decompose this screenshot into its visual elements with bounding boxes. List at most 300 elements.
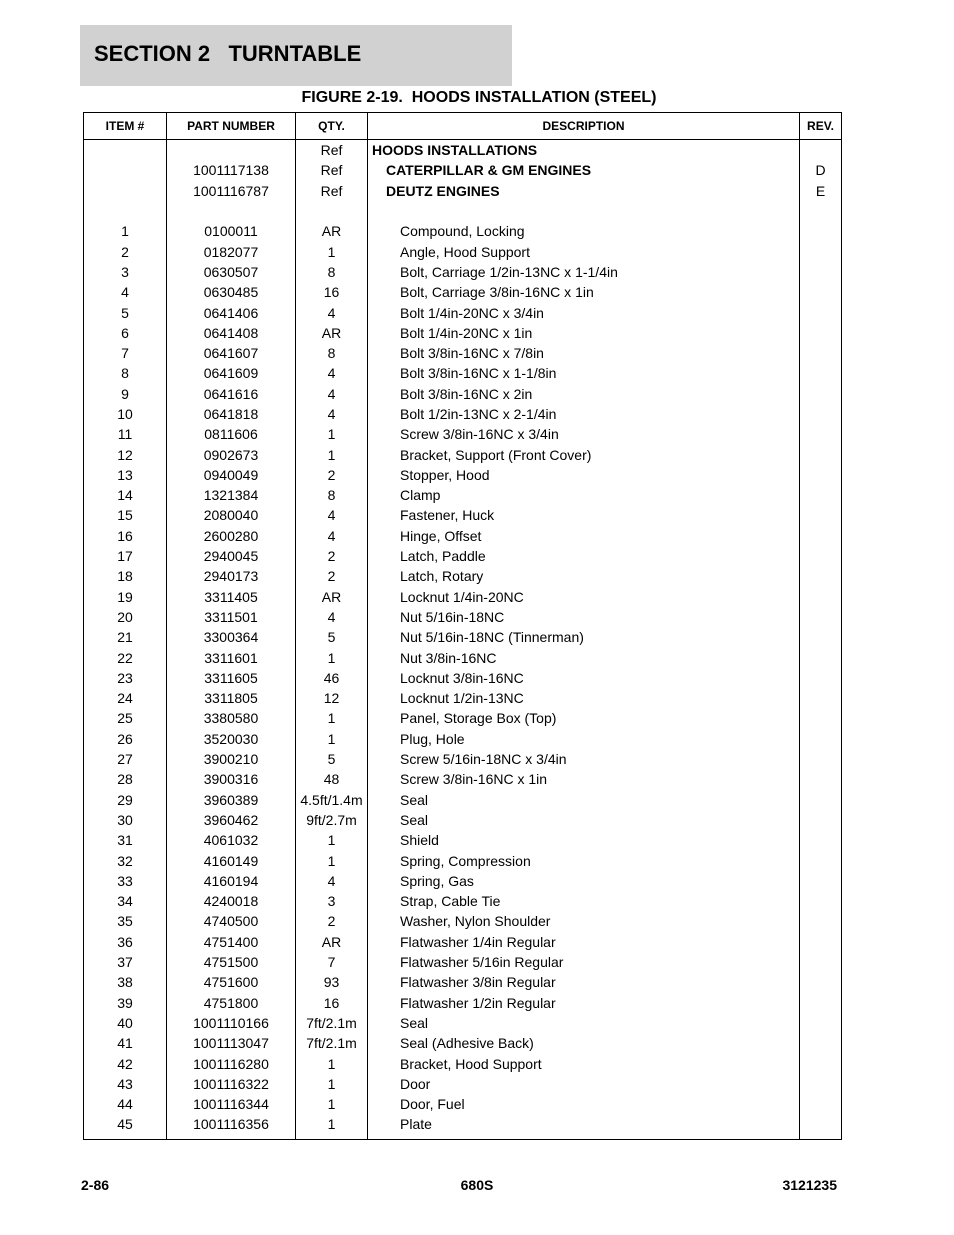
item-number-cell: 20 xyxy=(84,607,167,627)
description-cell: Spring, Gas xyxy=(368,871,800,891)
table-row xyxy=(84,668,842,688)
revision-cell xyxy=(800,1114,842,1134)
quantity-cell: 4 xyxy=(296,384,368,404)
table-bottom-spacer xyxy=(84,1135,842,1140)
item-number-cell: 28 xyxy=(84,769,167,789)
table-row xyxy=(84,1033,842,1053)
column-header-item: ITEM # xyxy=(84,113,167,140)
quantity-cell: Ref xyxy=(296,181,368,201)
quantity-cell: 8 xyxy=(296,485,368,505)
revision-cell xyxy=(800,140,842,161)
revision-cell xyxy=(800,871,842,891)
quantity-cell: 4 xyxy=(296,871,368,891)
description-cell: Plug, Hole xyxy=(368,729,800,749)
quantity-cell: AR xyxy=(296,221,368,241)
table-row xyxy=(84,627,842,647)
description-cell: Flatwasher 3/8in Regular xyxy=(368,972,800,992)
part-number-cell: 0811606 xyxy=(167,424,296,444)
part-number-cell: 0641818 xyxy=(167,404,296,424)
quantity-cell: 12 xyxy=(296,688,368,708)
footer-doc-number: 3121235 xyxy=(782,1177,837,1193)
description-cell: Washer, Nylon Shoulder xyxy=(368,911,800,931)
revision-cell xyxy=(800,546,842,566)
table-row xyxy=(84,729,842,749)
quantity-cell: 93 xyxy=(296,972,368,992)
description-cell: Bolt 3/8in-16NC x 1-1/8in xyxy=(368,363,800,383)
description-cell: Bolt 3/8in-16NC x 7/8in xyxy=(368,343,800,363)
part-number-cell: 3311605 xyxy=(167,668,296,688)
part-number-cell: 1001116322 xyxy=(167,1074,296,1094)
revision-cell xyxy=(800,972,842,992)
part-number-cell: 4240018 xyxy=(167,891,296,911)
column-header-qty: QTY. xyxy=(296,113,368,140)
description-cell: Stopper, Hood xyxy=(368,465,800,485)
item-number-cell: 33 xyxy=(84,871,167,891)
part-number-cell: 3520030 xyxy=(167,729,296,749)
description-cell: Nut 3/8in-16NC xyxy=(368,647,800,667)
table-row xyxy=(84,1074,842,1094)
item-number-cell: 34 xyxy=(84,891,167,911)
quantity-cell: 7 xyxy=(296,952,368,972)
table-row xyxy=(84,424,842,444)
table-row xyxy=(84,546,842,566)
revision-cell xyxy=(800,952,842,972)
revision-cell xyxy=(800,587,842,607)
table-row xyxy=(84,262,842,282)
table-row xyxy=(84,505,842,525)
revision-cell xyxy=(800,1074,842,1094)
description-cell: Hinge, Offset xyxy=(368,526,800,546)
table-row xyxy=(84,1114,842,1134)
part-number-cell: 4751600 xyxy=(167,972,296,992)
quantity-cell: 2 xyxy=(296,566,368,586)
quantity-cell: 1 xyxy=(296,647,368,667)
quantity-cell: 5 xyxy=(296,627,368,647)
item-number-cell: 8 xyxy=(84,363,167,383)
description-cell: Seal xyxy=(368,790,800,810)
table-row xyxy=(84,241,842,261)
item-number-cell: 40 xyxy=(84,1013,167,1033)
quantity-cell: 1 xyxy=(296,1053,368,1073)
revision-cell xyxy=(800,708,842,728)
item-number-cell: 27 xyxy=(84,749,167,769)
item-number-cell: 13 xyxy=(84,465,167,485)
revision-cell xyxy=(800,830,842,850)
table-row xyxy=(84,749,842,769)
description-cell: Locknut 1/4in-20NC xyxy=(368,587,800,607)
revision-cell xyxy=(800,262,842,282)
part-number-cell: 0630485 xyxy=(167,282,296,302)
table-row xyxy=(84,992,842,1012)
part-number-cell: 4061032 xyxy=(167,830,296,850)
quantity-cell: 1 xyxy=(296,830,368,850)
part-number-cell xyxy=(167,201,296,221)
table-row xyxy=(84,1094,842,1114)
table-row xyxy=(84,647,842,667)
description-cell: Bracket, Support (Front Cover) xyxy=(368,444,800,464)
part-number-cell: 3300364 xyxy=(167,627,296,647)
part-number-cell: 4160149 xyxy=(167,850,296,870)
table-row xyxy=(84,485,842,505)
table-row xyxy=(84,404,842,424)
quantity-cell: 4 xyxy=(296,302,368,322)
item-number-cell: 7 xyxy=(84,343,167,363)
item-number-cell: 21 xyxy=(84,627,167,647)
item-number-cell: 22 xyxy=(84,647,167,667)
revision-cell xyxy=(800,343,842,363)
quantity-cell: 9ft/2.7m xyxy=(296,810,368,830)
part-number-cell: 3311501 xyxy=(167,607,296,627)
description-cell: CATERPILLAR & GM ENGINES xyxy=(368,160,800,180)
part-number-cell: 1001116356 xyxy=(167,1114,296,1134)
description-cell: Bolt 1/4in-20NC x 1in xyxy=(368,323,800,343)
revision-cell xyxy=(800,1094,842,1114)
item-number-cell: 44 xyxy=(84,1094,167,1114)
table-row xyxy=(84,181,842,201)
revision-cell: E xyxy=(800,181,842,201)
revision-cell xyxy=(800,505,842,525)
description-cell: Latch, Paddle xyxy=(368,546,800,566)
item-number-cell: 2 xyxy=(84,241,167,261)
quantity-cell: 1 xyxy=(296,850,368,870)
quantity-cell: 8 xyxy=(296,343,368,363)
part-number-cell: 1321384 xyxy=(167,485,296,505)
part-number-cell: 3380580 xyxy=(167,708,296,728)
item-number-cell: 37 xyxy=(84,952,167,972)
quantity-cell: 1 xyxy=(296,444,368,464)
spacer-cell xyxy=(167,1135,296,1140)
table-row xyxy=(84,343,842,363)
description-cell: Clamp xyxy=(368,485,800,505)
quantity-cell: 1 xyxy=(296,1114,368,1134)
item-number-cell: 43 xyxy=(84,1074,167,1094)
description-cell: Seal xyxy=(368,1013,800,1033)
part-number-cell: 0902673 xyxy=(167,444,296,464)
column-header-description: DESCRIPTION xyxy=(368,113,800,140)
table-row xyxy=(84,891,842,911)
item-number-cell: 11 xyxy=(84,424,167,444)
item-number-cell: 39 xyxy=(84,992,167,1012)
item-number-cell: 25 xyxy=(84,708,167,728)
description-cell: Locknut 1/2in-13NC xyxy=(368,688,800,708)
table-row xyxy=(84,587,842,607)
table-row xyxy=(84,323,842,343)
revision-cell xyxy=(800,201,842,221)
revision-cell xyxy=(800,424,842,444)
item-number-cell: 12 xyxy=(84,444,167,464)
description-cell: Panel, Storage Box (Top) xyxy=(368,708,800,728)
quantity-cell: 3 xyxy=(296,891,368,911)
part-number-cell: 1001113047 xyxy=(167,1033,296,1053)
item-number-cell: 42 xyxy=(84,1053,167,1073)
quantity-cell: 1 xyxy=(296,729,368,749)
revision-cell xyxy=(800,749,842,769)
part-number-cell: 0182077 xyxy=(167,241,296,261)
revision-cell xyxy=(800,444,842,464)
part-number-cell: 4751400 xyxy=(167,932,296,952)
revision-cell xyxy=(800,992,842,1012)
part-number-cell: 0641607 xyxy=(167,343,296,363)
item-number-cell xyxy=(84,181,167,201)
description-cell: Bracket, Hood Support xyxy=(368,1053,800,1073)
revision-cell xyxy=(800,1033,842,1053)
description-cell: Strap, Cable Tie xyxy=(368,891,800,911)
revision-cell xyxy=(800,668,842,688)
description-cell: Locknut 3/8in-16NC xyxy=(368,668,800,688)
part-number-cell: 3960462 xyxy=(167,810,296,830)
description-cell: Seal (Adhesive Back) xyxy=(368,1033,800,1053)
quantity-cell: 4 xyxy=(296,607,368,627)
table-row xyxy=(84,201,842,221)
item-number-cell: 1 xyxy=(84,221,167,241)
revision-cell xyxy=(800,932,842,952)
item-number-cell: 41 xyxy=(84,1033,167,1053)
description-cell: Latch, Rotary xyxy=(368,566,800,586)
column-header-rev: REV. xyxy=(800,113,842,140)
quantity-cell: AR xyxy=(296,587,368,607)
quantity-cell: 1 xyxy=(296,1074,368,1094)
quantity-cell xyxy=(296,201,368,221)
description-cell: Flatwasher 5/16in Regular xyxy=(368,952,800,972)
part-number-cell: 4751500 xyxy=(167,952,296,972)
table-row xyxy=(84,972,842,992)
table-row xyxy=(84,769,842,789)
part-number-cell: 1001110166 xyxy=(167,1013,296,1033)
description-cell: Plate xyxy=(368,1114,800,1134)
description-cell: Flatwasher 1/4in Regular xyxy=(368,932,800,952)
revision-cell xyxy=(800,302,842,322)
table-row xyxy=(84,1013,842,1033)
description-cell: Shield xyxy=(368,830,800,850)
revision-cell xyxy=(800,607,842,627)
part-number-cell: 4160194 xyxy=(167,871,296,891)
item-number-cell: 38 xyxy=(84,972,167,992)
revision-cell xyxy=(800,566,842,586)
table-row xyxy=(84,566,842,586)
column-header-part-number: PART NUMBER xyxy=(167,113,296,140)
part-number-cell: 3311601 xyxy=(167,647,296,667)
table-row xyxy=(84,830,842,850)
part-number-cell: 0641408 xyxy=(167,323,296,343)
table-row xyxy=(84,465,842,485)
revision-cell xyxy=(800,627,842,647)
item-number-cell: 45 xyxy=(84,1114,167,1134)
description-cell: Screw 3/8in-16NC x 1in xyxy=(368,769,800,789)
revision-cell xyxy=(800,911,842,931)
part-number-cell: 2940045 xyxy=(167,546,296,566)
parts-table xyxy=(83,112,842,1140)
table-row xyxy=(84,932,842,952)
quantity-cell: AR xyxy=(296,323,368,343)
quantity-cell: 7ft/2.1m xyxy=(296,1013,368,1033)
quantity-cell: 46 xyxy=(296,668,368,688)
quantity-cell: 1 xyxy=(296,708,368,728)
table-row xyxy=(84,160,842,180)
item-number-cell xyxy=(84,201,167,221)
item-number-cell: 18 xyxy=(84,566,167,586)
part-number-cell: 0641616 xyxy=(167,384,296,404)
revision-cell xyxy=(800,647,842,667)
part-number-cell: 1001116344 xyxy=(167,1094,296,1114)
part-number-cell: 0630507 xyxy=(167,262,296,282)
part-number-cell: 1001116280 xyxy=(167,1053,296,1073)
revision-cell xyxy=(800,891,842,911)
quantity-cell: 16 xyxy=(296,282,368,302)
revision-cell xyxy=(800,384,842,404)
quantity-cell: Ref xyxy=(296,160,368,180)
quantity-cell: 1 xyxy=(296,424,368,444)
revision-cell xyxy=(800,363,842,383)
item-number-cell: 6 xyxy=(84,323,167,343)
revision-cell xyxy=(800,465,842,485)
description-cell: Nut 5/16in-18NC xyxy=(368,607,800,627)
quantity-cell: 8 xyxy=(296,262,368,282)
table-row xyxy=(84,688,842,708)
quantity-cell: 2 xyxy=(296,465,368,485)
table-row xyxy=(84,444,842,464)
quantity-cell: 2 xyxy=(296,546,368,566)
item-number-cell: 5 xyxy=(84,302,167,322)
quantity-cell: 4 xyxy=(296,404,368,424)
item-number-cell: 10 xyxy=(84,404,167,424)
quantity-cell: 4 xyxy=(296,526,368,546)
table-row xyxy=(84,1053,842,1073)
item-number-cell xyxy=(84,140,167,161)
item-number-cell: 17 xyxy=(84,546,167,566)
part-number-cell: 0940049 xyxy=(167,465,296,485)
spacer-cell xyxy=(84,1135,167,1140)
part-number-cell: 0641609 xyxy=(167,363,296,383)
description-cell: Door, Fuel xyxy=(368,1094,800,1114)
description-cell: Nut 5/16in-18NC (Tinnerman) xyxy=(368,627,800,647)
item-number-cell: 29 xyxy=(84,790,167,810)
revision-cell xyxy=(800,404,842,424)
revision-cell xyxy=(800,688,842,708)
item-number-cell: 14 xyxy=(84,485,167,505)
part-number-cell: 3900210 xyxy=(167,749,296,769)
description-cell: Fastener, Huck xyxy=(368,505,800,525)
item-number-cell: 15 xyxy=(84,505,167,525)
description-cell: Bolt, Carriage 3/8in-16NC x 1in xyxy=(368,282,800,302)
item-number-cell xyxy=(84,160,167,180)
table-row xyxy=(84,911,842,931)
section-title: SECTION 2 TURNTABLE xyxy=(94,41,362,66)
part-number-cell: 0641406 xyxy=(167,302,296,322)
revision-cell xyxy=(800,790,842,810)
description-cell: Door xyxy=(368,1074,800,1094)
part-number-cell: 3311805 xyxy=(167,688,296,708)
part-number-cell xyxy=(167,140,296,161)
table-row xyxy=(84,952,842,972)
item-number-cell: 23 xyxy=(84,668,167,688)
parts-table-body xyxy=(84,140,842,1140)
table-row xyxy=(84,526,842,546)
item-number-cell: 9 xyxy=(84,384,167,404)
revision-cell xyxy=(800,241,842,261)
description-cell: Screw 3/8in-16NC x 3/4in xyxy=(368,424,800,444)
table-row xyxy=(84,282,842,302)
description-cell: Spring, Compression xyxy=(368,850,800,870)
quantity-cell: 1 xyxy=(296,241,368,261)
part-number-cell: 3311405 xyxy=(167,587,296,607)
table-row xyxy=(84,810,842,830)
item-number-cell: 3 xyxy=(84,262,167,282)
part-number-cell: 3900316 xyxy=(167,769,296,789)
quantity-cell: 48 xyxy=(296,769,368,789)
quantity-cell: 4 xyxy=(296,505,368,525)
table-row xyxy=(84,871,842,891)
footer-model: 680S xyxy=(460,1177,494,1193)
quantity-cell: AR xyxy=(296,932,368,952)
description-cell: Bolt 3/8in-16NC x 2in xyxy=(368,384,800,404)
description-cell: Screw 5/16in-18NC x 3/4in xyxy=(368,749,800,769)
part-number-cell: 4740500 xyxy=(167,911,296,931)
part-number-cell: 2080040 xyxy=(167,505,296,525)
description-cell: Bolt, Carriage 1/2in-13NC x 1-1/4in xyxy=(368,262,800,282)
table-row xyxy=(84,384,842,404)
description-cell: Compound, Locking xyxy=(368,221,800,241)
description-cell: DEUTZ ENGINES xyxy=(368,181,800,201)
quantity-cell: 5 xyxy=(296,749,368,769)
item-number-cell: 16 xyxy=(84,526,167,546)
part-number-cell: 0100011 xyxy=(167,221,296,241)
part-number-cell: 4751800 xyxy=(167,992,296,1012)
quantity-cell: 4 xyxy=(296,363,368,383)
footer-page-number: 2-86 xyxy=(81,1177,110,1193)
item-number-cell: 26 xyxy=(84,729,167,749)
revision-cell xyxy=(800,1053,842,1073)
section-header xyxy=(80,25,512,86)
revision-cell xyxy=(800,282,842,302)
quantity-cell: 7ft/2.1m xyxy=(296,1033,368,1053)
item-number-cell: 30 xyxy=(84,810,167,830)
revision-cell xyxy=(800,769,842,789)
description-cell: Angle, Hood Support xyxy=(368,241,800,261)
item-number-cell: 31 xyxy=(84,830,167,850)
part-number-cell: 2940173 xyxy=(167,566,296,586)
table-row xyxy=(84,607,842,627)
quantity-cell: 16 xyxy=(296,992,368,1012)
revision-cell xyxy=(800,221,842,241)
revision-cell xyxy=(800,323,842,343)
part-number-cell: 1001117138 xyxy=(167,160,296,180)
spacer-cell xyxy=(296,1135,368,1140)
description-cell: HOODS INSTALLATIONS xyxy=(368,140,800,161)
table-row xyxy=(84,363,842,383)
table-row xyxy=(84,140,842,161)
item-number-cell: 35 xyxy=(84,911,167,931)
item-number-cell: 32 xyxy=(84,850,167,870)
description-cell: Seal xyxy=(368,810,800,830)
spacer-cell xyxy=(800,1135,842,1140)
item-number-cell: 36 xyxy=(84,932,167,952)
description-cell: Flatwasher 1/2in Regular xyxy=(368,992,800,1012)
figure-title: FIGURE 2-19. HOODS INSTALLATION (STEEL) xyxy=(301,89,657,106)
description-cell xyxy=(368,201,800,221)
spacer-cell xyxy=(368,1135,800,1140)
table-row xyxy=(84,850,842,870)
quantity-cell: 4.5ft/1.4m xyxy=(296,790,368,810)
revision-cell xyxy=(800,850,842,870)
revision-cell xyxy=(800,1013,842,1033)
quantity-cell: 1 xyxy=(296,1094,368,1114)
revision-cell xyxy=(800,810,842,830)
table-row xyxy=(84,790,842,810)
revision-cell: D xyxy=(800,160,842,180)
table-row xyxy=(84,221,842,241)
description-cell: Bolt 1/4in-20NC x 3/4in xyxy=(368,302,800,322)
table-row xyxy=(84,708,842,728)
